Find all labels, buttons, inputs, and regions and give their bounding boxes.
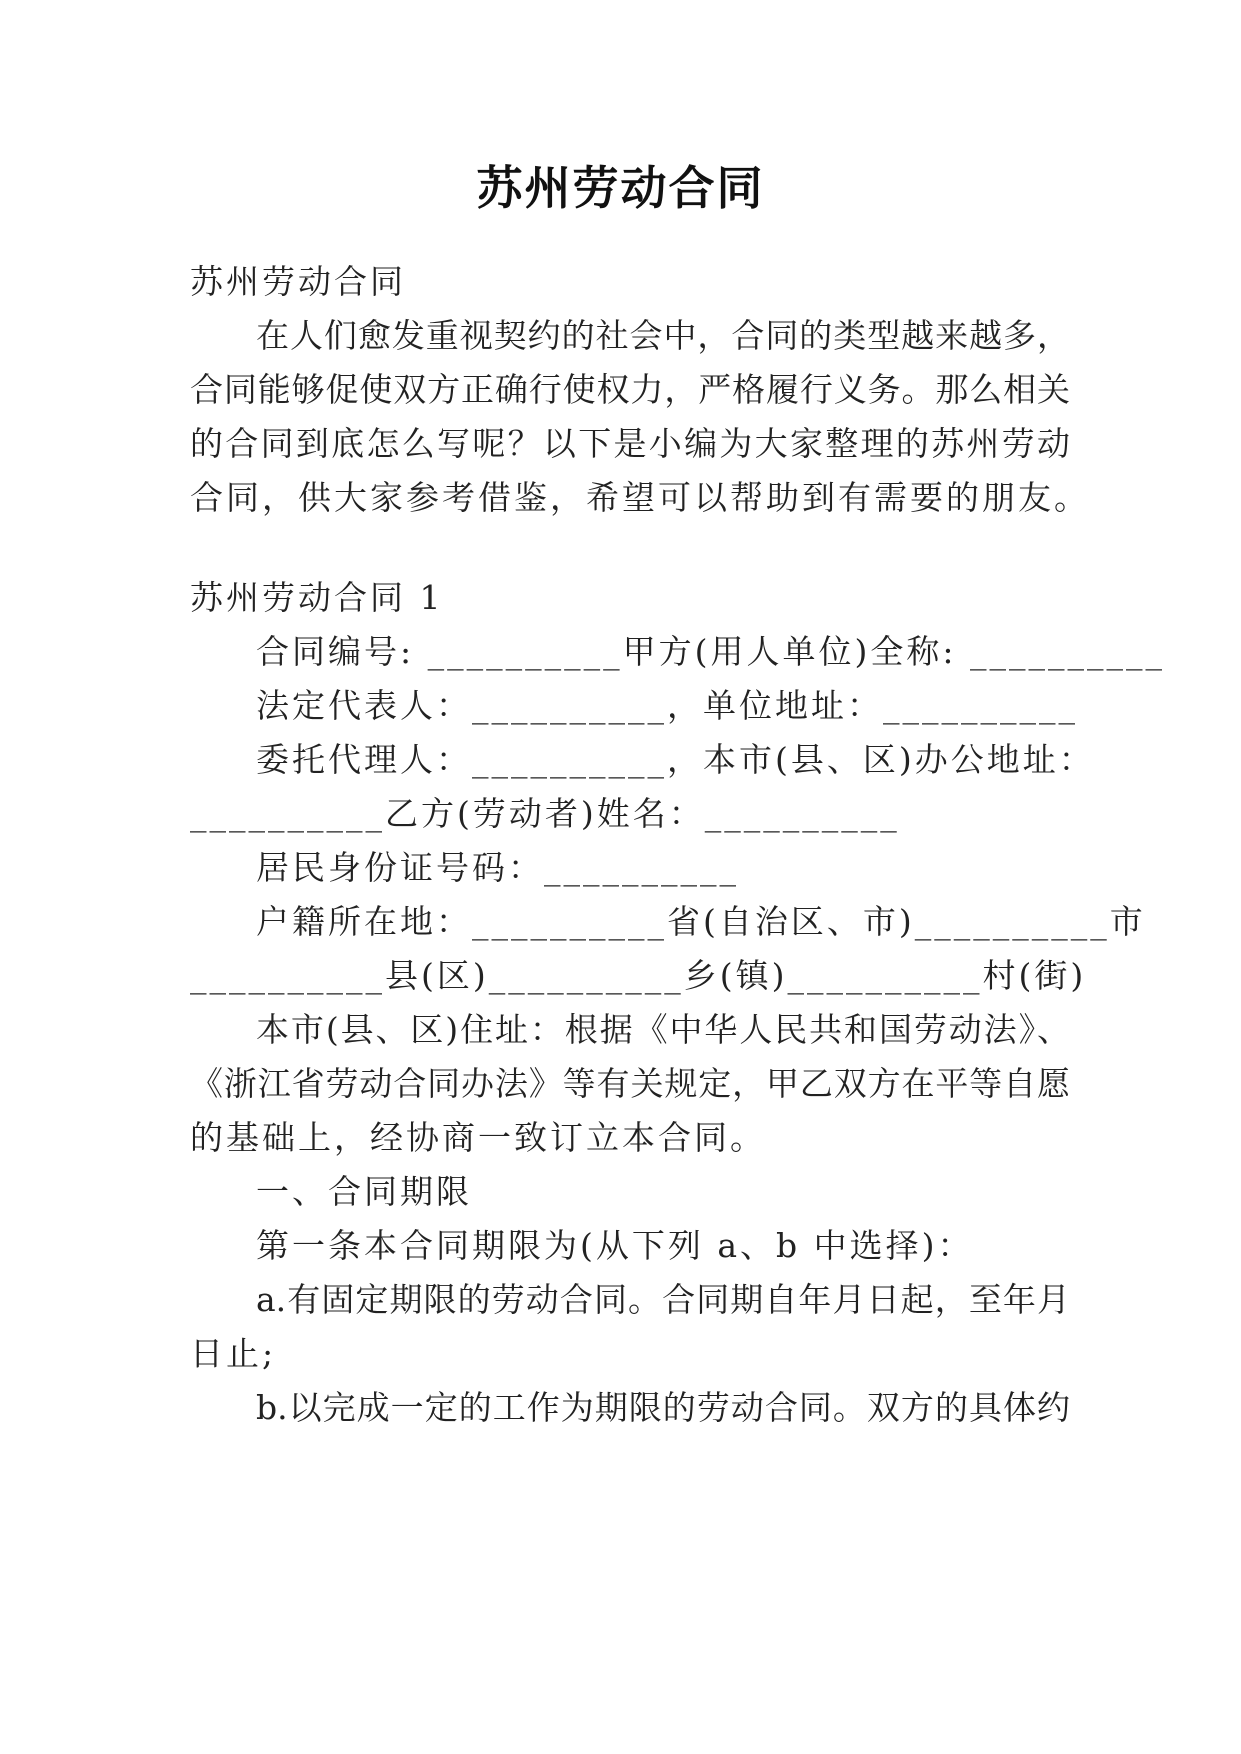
- contract-field-line: __________乙方(劳动者)姓名：__________: [190, 794, 900, 833]
- intro-paragraph-line: 合同能够促使双方正确行使权力，严格履行义务。那么相关: [190, 370, 1070, 409]
- intro-paragraph-line: 合同，供大家参考借鉴，希望可以帮助到有需要的朋友。: [190, 478, 1090, 517]
- contract-field-line: 法定代表人：__________，单位地址：__________: [256, 686, 1078, 725]
- document-title: 苏州劳动合同: [476, 161, 765, 215]
- intro-paragraph-line: 在人们愈发重视契约的社会中，合同的类型越来越多，: [256, 316, 1070, 355]
- section-heading: 苏州劳动合同 1: [190, 578, 444, 617]
- contract-field-line: __________县(区)__________乡(镇)__________村(街): [190, 956, 1087, 995]
- contract-paragraph-line: 的基础上，经协商一致订立本合同。: [190, 1118, 766, 1157]
- contract-field-line: 合同编号: __________甲方(用人单位)全称: __________: [256, 632, 1165, 671]
- clause-line: 日止;: [190, 1334, 277, 1373]
- contract-field-line: 委托代理人：__________，本市(县、区)办公地址：: [256, 740, 1095, 779]
- intro-heading: 苏州劳动合同: [190, 262, 406, 301]
- intro-paragraph-line: 的合同到底怎么写呢？以下是小编为大家整理的苏州劳动: [190, 424, 1070, 463]
- clause-heading: 一、合同期限: [256, 1172, 472, 1211]
- clause-line: a.有固定期限的劳动合同。合同期自年月日起，至年月: [256, 1280, 1070, 1319]
- contract-paragraph-line: 《浙江省劳动合同办法》等有关规定，甲乙双方在平等自愿: [190, 1064, 1070, 1103]
- contract-paragraph-line: 本市(县、区)住址：根据《中华人民共和国劳动法》、: [256, 1010, 1070, 1049]
- clause-line: b.以完成一定的工作为期限的劳动合同。双方的具体约: [256, 1388, 1070, 1427]
- contract-field-line: 居民身份证号码：__________: [256, 848, 739, 887]
- contract-field-line: 户籍所在地：__________省(自治区、市)__________市: [256, 902, 1146, 941]
- clause-line: 第一条本合同期限为(从下列 a、b 中选择)：: [256, 1226, 974, 1265]
